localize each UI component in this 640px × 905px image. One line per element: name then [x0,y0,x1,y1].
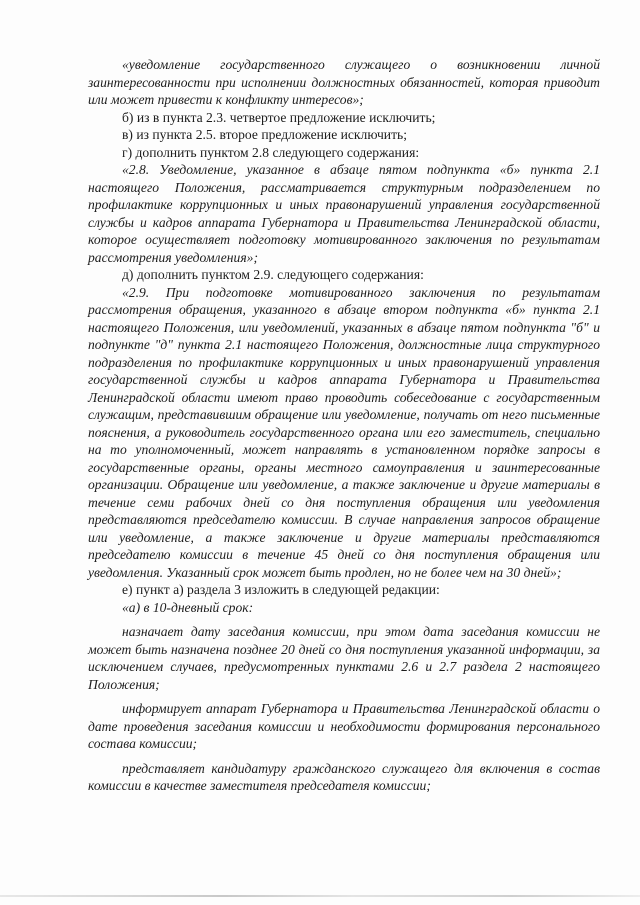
paragraph-clause-2-8: «2.8. Уведомление, указанное в абзаце пятом подпункта «б» пункта 2.1 настоящего Положения, рассматривается структурным подразделением по профилактике коррупционных и иных правонарушений управления государственной службы и кадров аппарата Губернатора и Правительства Ленинградской области, которое осуществляет подготовку мотивированного заключения по результатам рассмотрения уведомления»; [88,162,600,265]
paragraph-item-g: г) дополнить пунктом 2.8 следующего содержания: [122,144,420,160]
paragraph-item-d: д) дополнить пунктом 2.9. следующего содержания: [122,267,424,282]
document-body [88,56,600,795]
paragraph-item-b: б) из в пункта 2.3. четвертое предложение исключить; [122,109,436,125]
paragraph-presents-candidate: представляет кандидатуру гражданского служащего для включения в состав комиссии в качестве заместителя председателя комиссии; [88,760,600,793]
paragraph-item-e: е) пункт а) раздела 3 изложить в следующей редакции: [122,582,440,597]
paragraph-informs-apparatus: информирует аппарат Губернатора и Правительства Ленинградской области о дате проведения заседания комиссии и необходимости формирования персонального состава комиссии; [88,701,600,751]
scan-edge-line [0,895,640,897]
paragraph-item-v: в) из пункта 2.5. второе предложение исключить; [122,127,407,142]
paragraph-appoints-date: назначает дату заседания комиссии, при этом дата заседания комиссии не может быть назначена позднее 20 дней со дня поступления указанной информации, за исключением случаев, предусмотренных пунктами 2.6 и 2.7 раздела 2 настоящего Положения; [88,624,600,692]
paragraph-clause-2-9: «2.9. При подготовке мотивированного заключения по результатам рассмотрения обращения, указанного в абзаце втором подпункта «б» пункта 2.1 настоящего Положения, или уведомлений, указанных в абзаце пятом подпункта "б" и подпункте "д" пункта 2.1 настоящего Положения, должностные лица структурного подразделения по профилактике коррупционных и иных правонарушений управления государственной службы и кадров аппарата Губернатора и Правительства Ленинградской области имеют право проводить собеседование с государственным служащим, представившим обращение или уведомление, получать от него письменные пояснения, а руководитель государственного органа или его заместитель, специально на то уполномоченный, может направлять в установленном порядке запросы в государственные органы, органы местного самоуправления и заинтересованные организации. Обращение или уведомление, а также заключение и другие материалы в течение семи рабочих дней со дня поступления обращения или уведомления представляются председателю комиссии. В случае направления запросов обращение или уведомление, а также заключение и другие материалы представляются председателю комиссии в течение 45 дней со дня поступления обращения или уведомления. Указанный срок может быть продлен, но не более чем на 30 дней»; [88,284,600,580]
paragraph-subclause-a: «а) в 10-дневный срок: [122,599,254,615]
paragraph-notice-definition: «уведомление государственного служащего о возникновении личной заинтересованности при исполнении должностных обязанностей, которая приводит или может привести к конфликту интересов»; [88,57,600,107]
